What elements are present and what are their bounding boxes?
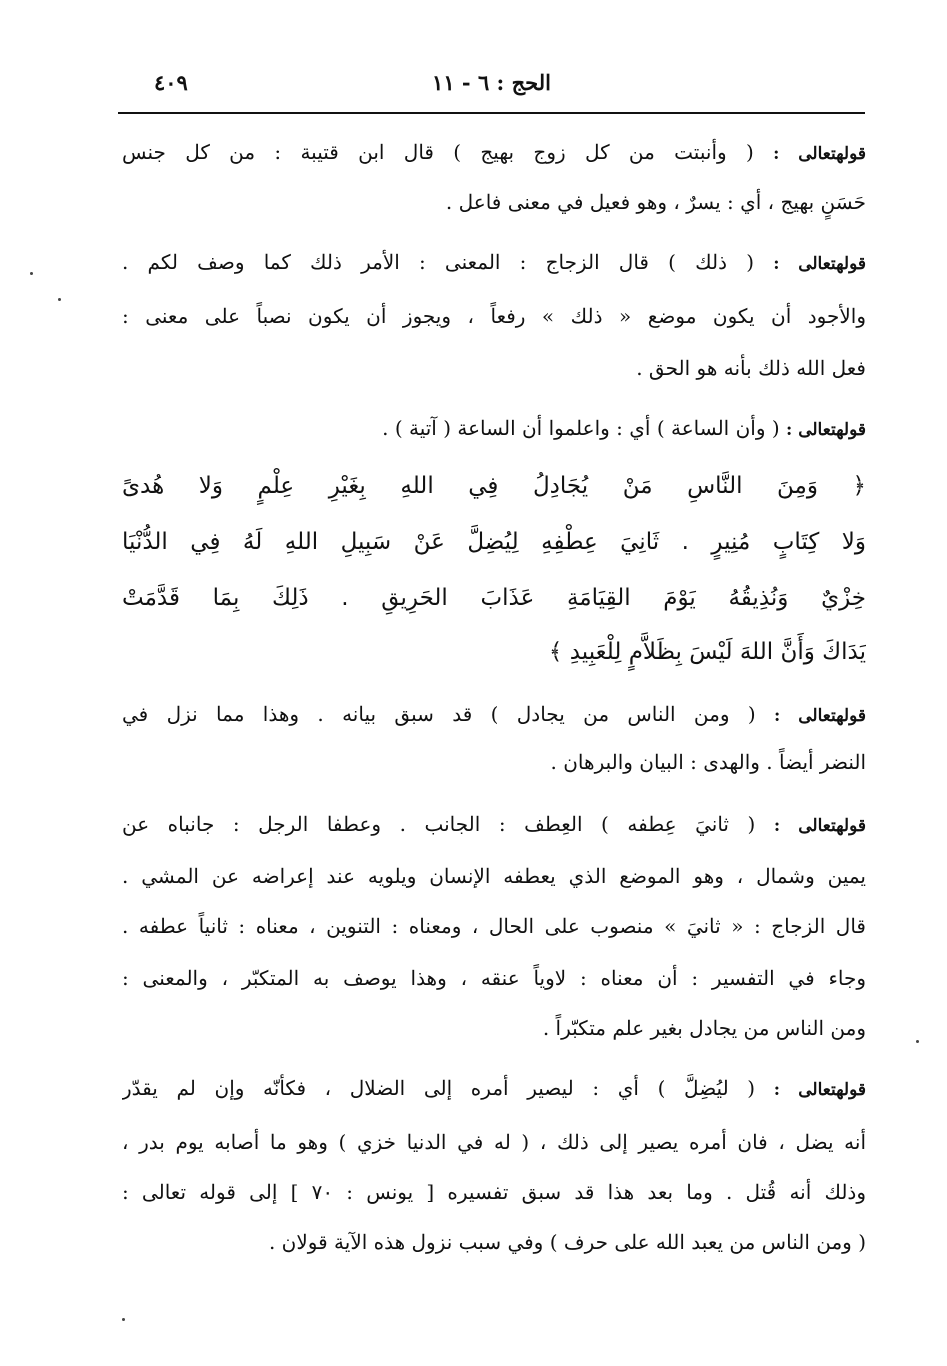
line-text: ( ومن الناس من يعبد الله على حرف ) وفي سبب نزول هذه الآية قولان . [268,1230,866,1254]
verse-line [122,466,866,506]
line-lead: قولهتعالى : [786,420,866,440]
verse-line [122,522,866,562]
line-lead: قولهتعالى : [773,1080,866,1100]
text-line [122,1068,866,1108]
line-text: ( وأنبتت من كل زوج بهيج ) قال ابن قتيبة : من كل جنس [122,140,754,164]
scan-speck [58,298,61,301]
line-text: ( ومن الناس من يجادل ) قد سبق بيانه . وهذا مما نزل في [122,702,756,726]
line-text: ( وأن الساعة ) أي : واعلموا أن الساعة ( آتية ) . [382,416,780,440]
line-text: النضر أيضاً . والهدى : البيان والبرهان . [550,750,866,774]
line-text: قال الزجاج : « ثانيَ » منصوب على الحال ، ومعناه : التنوين ، معناه : ثانياً عطفه . [122,914,866,938]
line-text: ومن الناس من يجادل بغير علم متكبّراً . [542,1016,866,1040]
text-line [122,348,866,388]
verse-text: خِزْيٌ وَنُذِيقُهُ يَوْمَ القِيَامَةِ عَذَابَ الحَرِيقِ . ذَلِكَ بِمَا قَدَّمَتْ [122,585,866,611]
verse-text: يَدَاكَ وَأَنَّ اللهَ لَيْسَ بِظَلاَّمٍ لِلْعَبِيدِ ﴾ [548,639,866,665]
text-line [122,182,866,222]
verse-line [122,632,866,672]
line-text: أنه يضل ، فان أمره يصير إلى ذلك ، ( له في الدنيا خزي ) وهو ما أصابه يوم بدر ، [122,1130,866,1154]
line-text: حَسَنٍ بهيج ، أي : يسرٌ ، وهو فعيل في معنى فاعل . [445,190,866,214]
line-lead: قولهتعالى : [773,254,866,274]
verse-text: ﴿ وَمِنَ النَّاسِ مَنْ يُجَادِلُ فِي اللهِ بِغَيْرِ عِلْمٍ وَلا هُدىً [122,473,866,499]
text-line [122,958,866,998]
text-line [122,856,866,896]
line-text: والأجود أن يكون موضع « ذلك » رفعاً ، ويجوز أن يكون نصباً على معنى : [122,304,866,328]
verse-text: وَلا كِتَابٍ مُنِيرٍ . ثَانِيَ عِطْفِهِ لِيُضِلَّ عَنْ سَبِيلِ اللهِ لَهُ فِي الدُّنْيَا [122,529,866,555]
text-line [122,1172,866,1212]
text-line [122,1008,866,1048]
text-line [122,742,866,782]
line-text: ( ذلك ) قال الزجاج : المعنى : الأمر ذلك كما وصف لكم . [122,250,754,274]
page-number: ٤٠٩ [154,70,188,95]
text-line [122,242,866,282]
text-line [122,694,866,734]
text-line [122,408,866,448]
line-text: يمين وشمال ، وهو الموضع الذي يعطفه الإنسان ويلويه عند إعراضه عن المشي . [122,864,866,888]
scan-speck [916,1040,919,1043]
verse-line [122,578,866,618]
line-text: وذلك أنه قُتل . وما بعد هذا قد سبق تفسيره [ يونس : ٧٠ ] إلى قوله تعالى : [122,1180,866,1204]
header-rule [118,112,865,114]
line-text: وجاء في التفسير : أن معناه : لاوياً عنقه ، وهذا يوصف به المتكبّر ، والمعنى : [122,966,866,990]
page-header [118,70,865,106]
text-line [122,804,866,844]
line-text: ( ليُضِلَّ ) أي : ليصير أمره إلى الضلال ، فكأنّه وإن لم يقدّر [122,1076,756,1100]
text-line [122,906,866,946]
text-line [122,1122,866,1162]
line-text: ( ثانيَ عِطفه ) العِطف : الجانب . وعطفا الرجل : جانباه عن [122,812,756,836]
text-line [122,296,866,336]
scan-speck [122,1318,125,1321]
line-lead: قولهتعالى : [774,706,866,726]
scan-speck [30,272,33,275]
line-lead: قولهتعالى : [773,144,866,164]
text-line [122,1222,866,1262]
line-text: فعل الله ذلك بأنه هو الحق . [636,356,866,380]
text-line [122,132,866,172]
line-lead: قولهتعالى : [773,816,866,836]
surah-range: الحج : ٦ - ١١ [432,70,551,95]
